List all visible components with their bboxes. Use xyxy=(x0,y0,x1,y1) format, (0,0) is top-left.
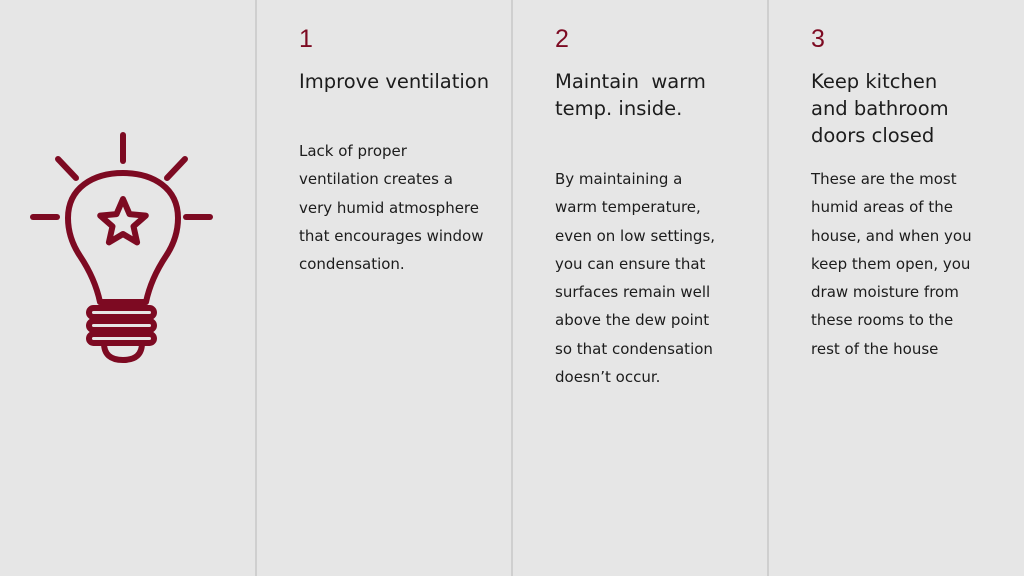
step-number: 2 xyxy=(555,25,569,53)
column-divider xyxy=(511,0,513,576)
step-number: 1 xyxy=(299,25,313,53)
step-column-3 xyxy=(811,22,1001,358)
step-column-2 xyxy=(555,22,745,387)
step-column-1 xyxy=(299,22,490,274)
column-divider xyxy=(767,0,769,576)
lightbulb-star-icon xyxy=(28,128,218,368)
step-body: These are the most humid areas of the house, and when you keep them open, you draw moisture from these rooms to the rest of the house xyxy=(811,170,972,358)
step-heading: Maintain warm temp. inside. xyxy=(555,70,713,120)
step-body: By maintaining a warm temperature, even on low settings, you can ensure that surfaces remain well above the dew point so that condensation doesn’t occur. xyxy=(555,170,716,387)
step-heading: Keep kitchen and bathroom doors closed xyxy=(811,70,955,147)
step-heading: Improve ventilation xyxy=(299,70,490,93)
step-number: 3 xyxy=(811,25,825,53)
step-body: Lack of proper ventilation creates a very humid atmosphere that encourages window condensation. xyxy=(299,142,484,274)
column-divider xyxy=(255,0,257,576)
